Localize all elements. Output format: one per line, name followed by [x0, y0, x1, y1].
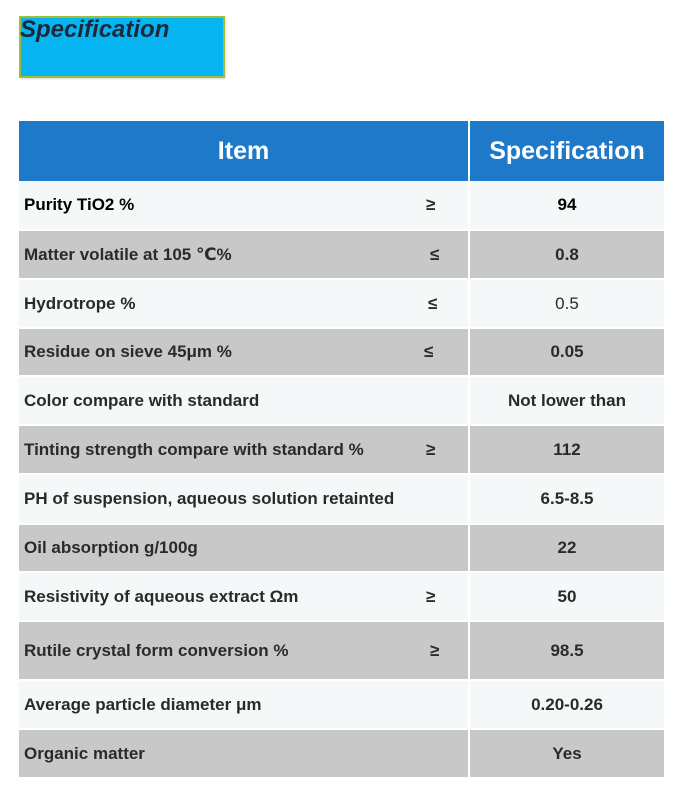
- row-item-label: Organic matter: [24, 743, 145, 763]
- row-spec-value: 0.8: [468, 231, 664, 278]
- row-item-label: PH of suspension, aqueous solution retainted: [24, 489, 395, 508]
- table-row: [19, 329, 664, 377]
- row-spec-value: 0.20-0.26: [468, 681, 664, 728]
- comparison-symbol: ≤: [424, 342, 434, 361]
- row-spec-value: 98.5: [468, 622, 664, 679]
- row-item-label: Tinting strength compare with standard % ≥: [24, 439, 436, 459]
- comparison-symbol: ≤: [428, 293, 438, 313]
- table-row: [19, 475, 664, 525]
- table-row: [19, 681, 664, 730]
- row-item-label: Color compare with standard: [24, 390, 260, 410]
- section-title: Specification: [20, 16, 170, 43]
- row-spec-value: 22: [468, 525, 664, 571]
- comparison-symbol: ≥: [426, 439, 436, 459]
- comparison-symbol: ≥: [426, 586, 436, 606]
- specification-table: [19, 121, 664, 777]
- table-row: [19, 573, 664, 622]
- table-header: [19, 121, 664, 181]
- comparison-symbol: ≤: [430, 244, 440, 264]
- row-item-label: Oil absorption g/100g: [24, 538, 198, 557]
- header-item: Item: [217, 136, 270, 165]
- table-row: [19, 377, 664, 426]
- row-item-label: Resistivity of aqueous extract Ωm ≥: [24, 586, 436, 606]
- row-item-label: Rutile crystal form conversion % ≥: [24, 640, 440, 660]
- row-item-label: Average particle diameter μm: [24, 694, 262, 714]
- table-row: [19, 181, 664, 231]
- row-spec-value: 0.5: [468, 280, 664, 327]
- row-item-label: Hydrotrope % ≤: [24, 293, 438, 313]
- table-row: [19, 231, 664, 280]
- row-spec-value: 112: [468, 426, 664, 473]
- row-item-label: Purity TiO2 % ≥: [24, 195, 436, 214]
- comparison-symbol: ≥: [430, 640, 440, 660]
- row-item-label: Matter volatile at 105 ℃% ≤: [24, 244, 440, 264]
- comparison-symbol: ≥: [426, 195, 436, 214]
- table-row: [19, 622, 664, 681]
- row-spec-value: Not lower than: [468, 377, 664, 424]
- row-spec-value: 0.05: [468, 329, 664, 375]
- table-row: [19, 426, 664, 475]
- header-specification: Specification: [468, 121, 664, 181]
- row-spec-value: 94: [468, 181, 664, 229]
- table-row: [19, 525, 664, 573]
- table-row: [19, 280, 664, 329]
- row-spec-value: 6.5-8.5: [468, 475, 664, 523]
- row-spec-value: 50: [468, 573, 664, 620]
- row-spec-value: Yes: [468, 730, 664, 777]
- row-item-label: Residue on sieve 45μm % ≤: [24, 342, 434, 361]
- table-row: [19, 730, 664, 777]
